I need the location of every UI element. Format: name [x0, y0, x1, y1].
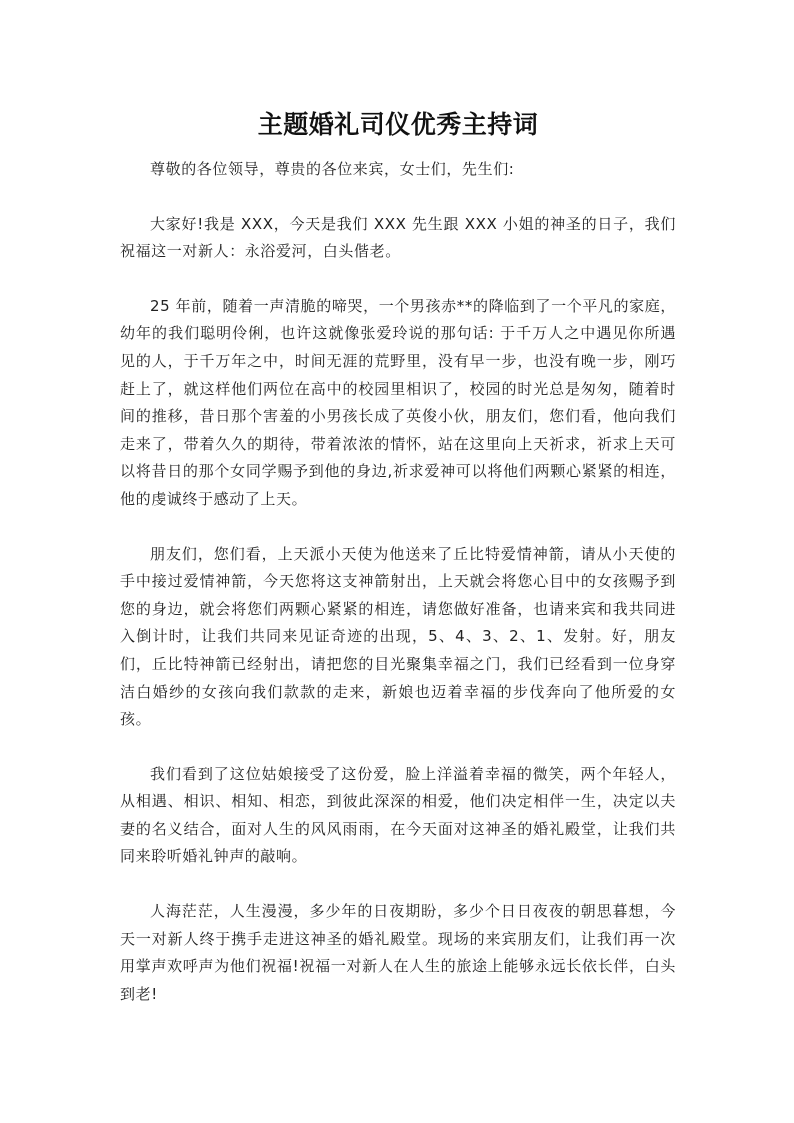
paragraph-cupid: 朋友们，您们看，上天派小天使为他送来了丘比特爱情神箭，请从小天使的手中接过爱情神箭，今天您将这支神箭射出，上天就会将您心目中的女孩赐予到您的身边，就会将您们两颗心紧紧的相连，请您做好准备，也请来宾和我共同进入倒计时，让我们共同来见证奇迹的出现，5、4、3、2、1、发射。好，朋友们，丘比特神箭已经射出，请把您的目光聚集幸福之门，我们已经看到一位身穿洁白婚纱的女孩向我们款款的走来，新娘也迈着幸福的步伐奔向了他所爱的女孩。 [120, 544, 676, 729]
paragraph-love: 我们看到了这位姑娘接受了这份爱，脸上洋溢着幸福的微笑，两个年轻人，从相遇、相识、相知、相恋，到彼此深深的相爱，他们决定相伴一生，决定以夫妻的名义结合，面对人生的风风雨雨，在今天面对这神圣的婚礼殿堂，让我们共同来聆听婚礼钟声的敲响。 [120, 764, 676, 866]
paragraph-greeting: 尊敬的各位领导，尊贵的各位来宾，女士们，先生们: [150, 160, 515, 178]
document-title: 主题婚礼司仪优秀主持词 [257, 110, 539, 139]
paragraph-intro: 大家好!我是 XXX，今天是我们 XXX 先生跟 XXX 小姐的神圣的日子，我们祝福这一对新人：永浴爱河，白头偕老。 [120, 214, 676, 261]
paragraph-blessing: 人海茫茫，人生漫漫，多少年的日夜期盼，多少个日日夜夜的朝思暮想，今天一对新人终于携手走进这神圣的婚礼殿堂。现场的来宾朋友们，让我们再一次用掌声欢呼声为他们祝福!祝福一对新人在人生的旅途上能够永远长依长伴，白头到老! [120, 902, 676, 1003]
document-page [120, 108, 676, 1035]
paragraph-story: 25 年前，随着一声清脆的啼哭，一个男孩赤**的降临到了一个平凡的家庭，幼年的我们聪明伶俐，也许这就像张爱玲说的那句话: 于千万人之中遇见你所遇见的人，于千万年之中，时间无涯的荒野里，没有早一步，也没有晚一步，刚巧赶上了，就这样他们两位在高中的校园里相识了，校园的时光总是匆匆，随着时间的推移，昔日那个害羞的小男孩长成了英俊小伙，朋友们，您们看，他向我们走来了，带着久久的期待，带着浓浓的情怀，站在这里向上天祈求，祈求上天可以将昔日的那个女同学赐予到他的身边,祈求爱神可以将他们两颗心紧紧的相连，他的虔诚终于感动了上天。 [120, 296, 676, 508]
